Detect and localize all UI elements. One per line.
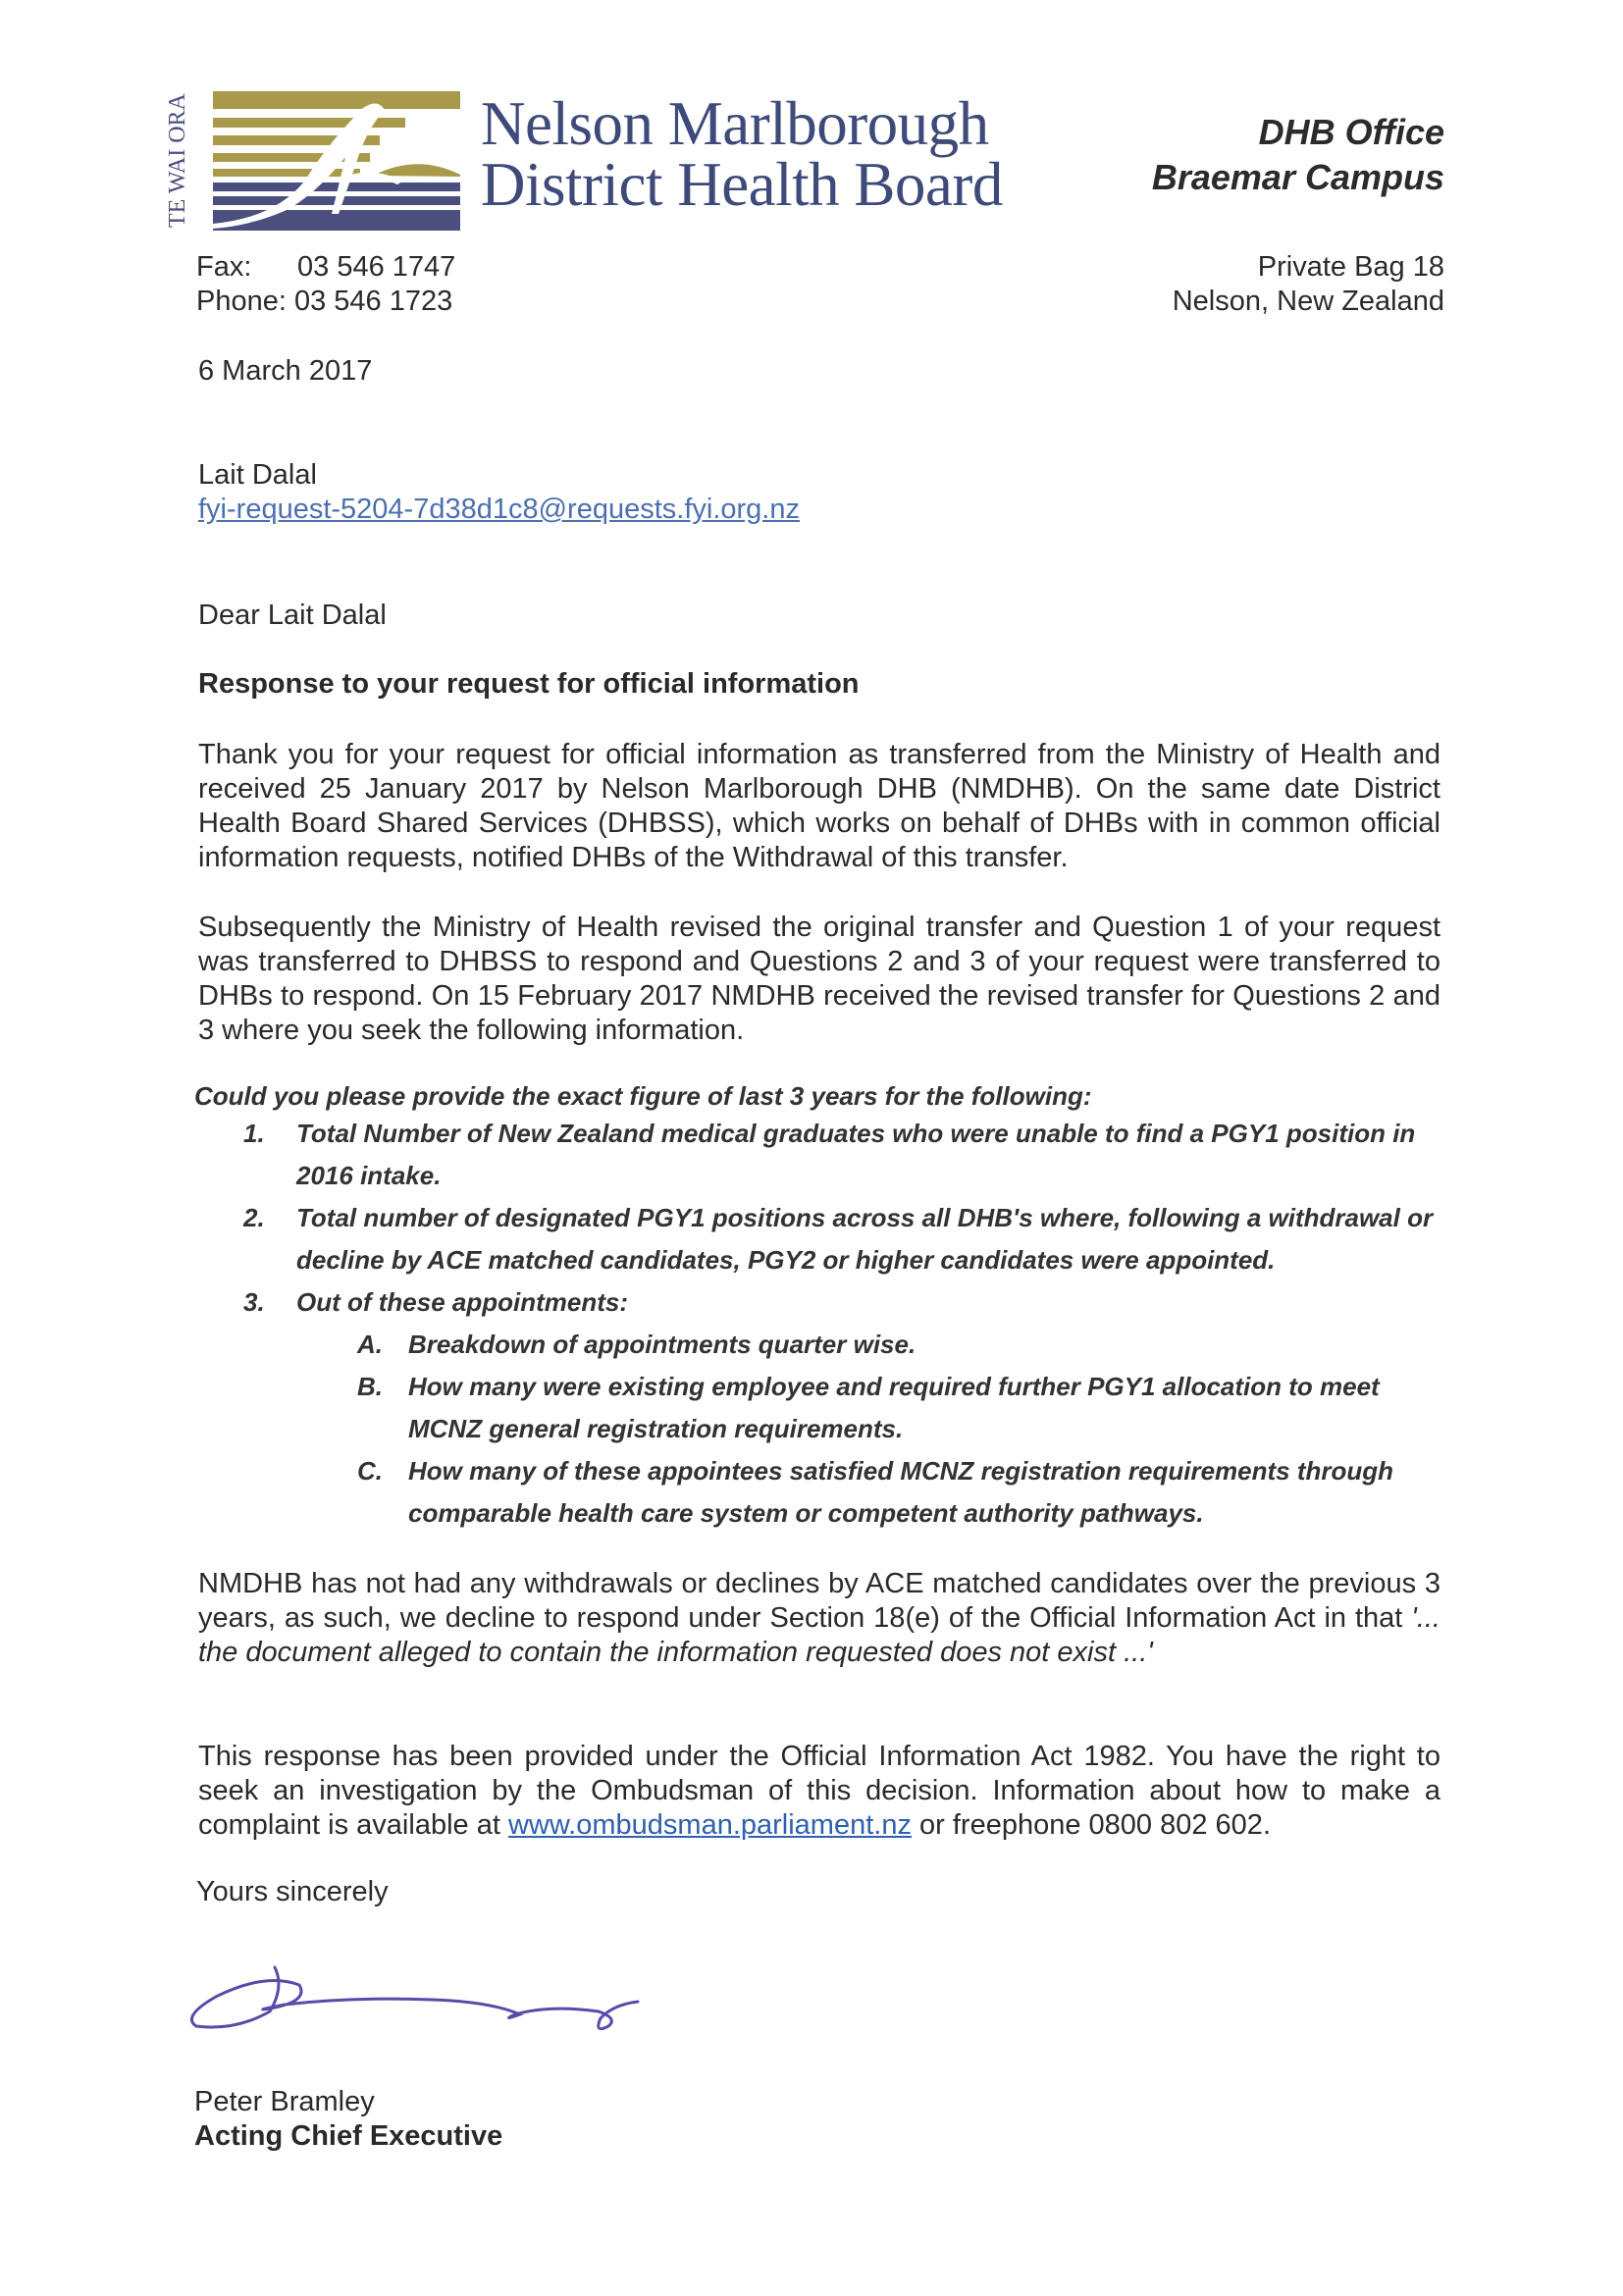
request-subitem: B. How many were existing employee and required further PGY1 allocation to meet MCNZ general registration requirements. [357,1372,1380,1443]
request-intro: Could you please provide the exact figure of last 3 years for the following: [194,1081,1092,1111]
dhb-logo [167,88,466,234]
postal-address [1173,250,1444,319]
phone-row [196,285,455,319]
signer-title: Acting Chief Executive [194,2120,503,2152]
fax-row [196,250,455,285]
subject-heading: Response to your request for official information [198,668,860,700]
signer-name: Peter Bramley [194,2086,375,2117]
signature-image [177,1957,687,2046]
recipient-block [198,458,800,527]
phone-label: Phone: [196,286,287,317]
paragraph-transfer: Thank you for your request for official information as transferred from the Ministry of Health and received 25 January 2017 by Nelson Marlborough DHB (NMDHB). On the same date District Health Board Shared Services (DHBSS), which works on behalf of DHBs with in common official information requests, notified DHBs of the Withdrawal of this transfer. [198,739,1440,873]
letter-date: 6 March 2017 [198,355,373,387]
address-line2: Nelson, New Zealand [1172,286,1444,317]
recipient-email-link[interactable]: fyi-request-5204-7d38d1c8@requests.fyi.org.nz [198,494,800,525]
office-line2: Braemar Campus [1151,157,1444,197]
recipient-name: Lait Dalal [198,459,317,491]
request-item: 2. Total number of designated PGY1 positions across all DHB's where, following a withdrawal or decline by ACE matched candidates, PGY2 or higher candidates were appointed. [243,1203,1434,1275]
org-name-line2: District Health Board [481,150,1003,219]
request-subitem: C. How many of these appointees satisfied MCNZ registration requirements through comparable health care system or competent authority pathways. [357,1456,1394,1528]
request-subitem: A. Breakdown of appointments quarter wise. [357,1330,916,1359]
address-line1: Private Bag 18 [1257,251,1444,283]
request-item: 1. Total Number of New Zealand medical graduates who were unable to find a PGY1 position in 2016 intake. [243,1119,1416,1190]
paragraph-decline: NMDHB has not had any withdrawals or declines by ACE matched candidates over the previous 3 years, as such, we decline to respond under Section 18(e) of the Official Information Act in that '... the document alleged to contain the information requested does not exist ...' [198,1568,1440,1668]
closing: Yours sincerely [196,1876,389,1907]
section-quote: '... the document alleged to contain the information requested does not exist ...' [198,1602,1440,1668]
office-heading [1152,110,1444,200]
org-name [481,89,1003,219]
salutation: Dear Lait Dalal [198,600,387,631]
request-quote [194,1079,1450,1535]
request-list [194,1113,1450,1324]
request-sublist [194,1324,1450,1535]
ombudsman-link[interactable]: www.ombudsman.parliament.nz [507,1809,912,1841]
office-line1: DHB Office [1258,112,1444,152]
paragraph-ombudsman: This response has been provided under the Official Information Act 1982. You have the right to seek an investigation by the Ombudsman of this decision. Information about how to make a complaint is available at www.ombudsman.parliament.nz or freephone 0800 802 602. [198,1741,1440,1841]
contact-details [196,250,455,319]
paragraph-revised-transfer: Subsequently the Ministry of Health revised the original transfer and Question 1 of your request was transferred to DHBSS to respond and Questions 2 and 3 of your request were transferred to DHBs to respond. On 15 February 2017 NMDHB received the revised transfer for Questions 2 and 3 where you seek the following information. [198,912,1440,1046]
logo-side-text: TE WAI ORA [167,93,190,228]
org-name-line1: Nelson Marlborough [481,89,989,158]
signer-block [194,2085,502,2154]
fax-label: Fax: [196,251,252,283]
fax-value: 03 546 1747 [297,251,456,283]
phone-value: 03 546 1723 [293,286,453,317]
request-item: 3. Out of these appointments: [243,1287,628,1317]
